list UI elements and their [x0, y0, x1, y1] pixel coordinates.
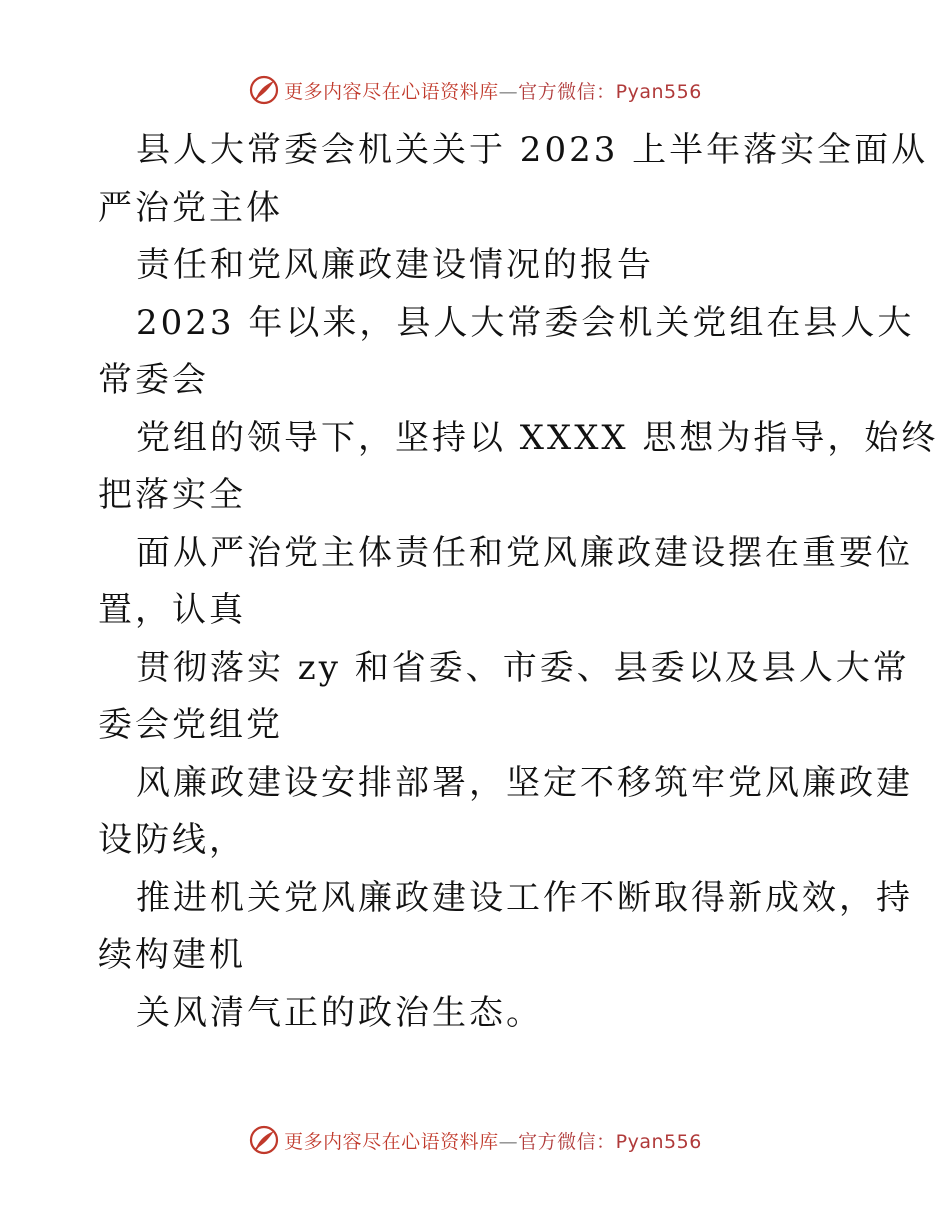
footer-banner-wechat: 官方微信：Pyan556 — [518, 1130, 702, 1153]
footer-banner-separator: — — [498, 1130, 519, 1153]
quill-logo-icon — [248, 1124, 280, 1156]
document-line: 严治党主体 — [98, 187, 283, 228]
document-line: 2023 年以来，县人大常委会机关党组在县人大 — [136, 302, 915, 343]
document-line: 推进机关党风廉政建设工作不断取得新成效，持 — [136, 877, 913, 918]
header-banner — [0, 70, 950, 110]
document-line: 县人大常委会机关关于 2023 上半年落实全面从 — [136, 130, 929, 170]
header-banner-wechat: 官方微信：Pyan556 — [518, 80, 702, 103]
document-line: 党组的领导下，坚持以 XXXX 思想为指导，始终 — [136, 417, 939, 458]
document-line: 关风清气正的政治生态。 — [136, 992, 543, 1033]
document-line: 续构建机 — [98, 935, 246, 975]
header-banner-text — [284, 77, 702, 104]
footer-banner-main: 更多内容尽在心语资料库 — [284, 1130, 499, 1153]
document-line: 贯彻落实 zy 和省委、市委、县委以及县人大常 — [136, 647, 910, 688]
document-line: 设防线， — [98, 820, 246, 860]
document-line: 面从严治党主体责任和党风廉政建设摆在重要位 — [136, 532, 913, 573]
footer-banner — [0, 1120, 950, 1160]
document-line: 委会党组党 — [98, 705, 283, 745]
document-line: 置，认真 — [98, 590, 246, 630]
document-line: 责任和党风廉政建设情况的报告 — [136, 245, 654, 285]
document-line: 常委会 — [98, 360, 209, 400]
footer-banner-text — [284, 1127, 702, 1154]
header-banner-separator: — — [498, 80, 519, 103]
document-body — [98, 122, 939, 1042]
document-line: 把落实全 — [98, 475, 246, 515]
document-line: 风廉政建设安排部署，坚定不移筑牢党风廉政建 — [136, 762, 913, 803]
header-banner-main: 更多内容尽在心语资料库 — [284, 80, 499, 103]
quill-logo-icon — [248, 74, 280, 106]
